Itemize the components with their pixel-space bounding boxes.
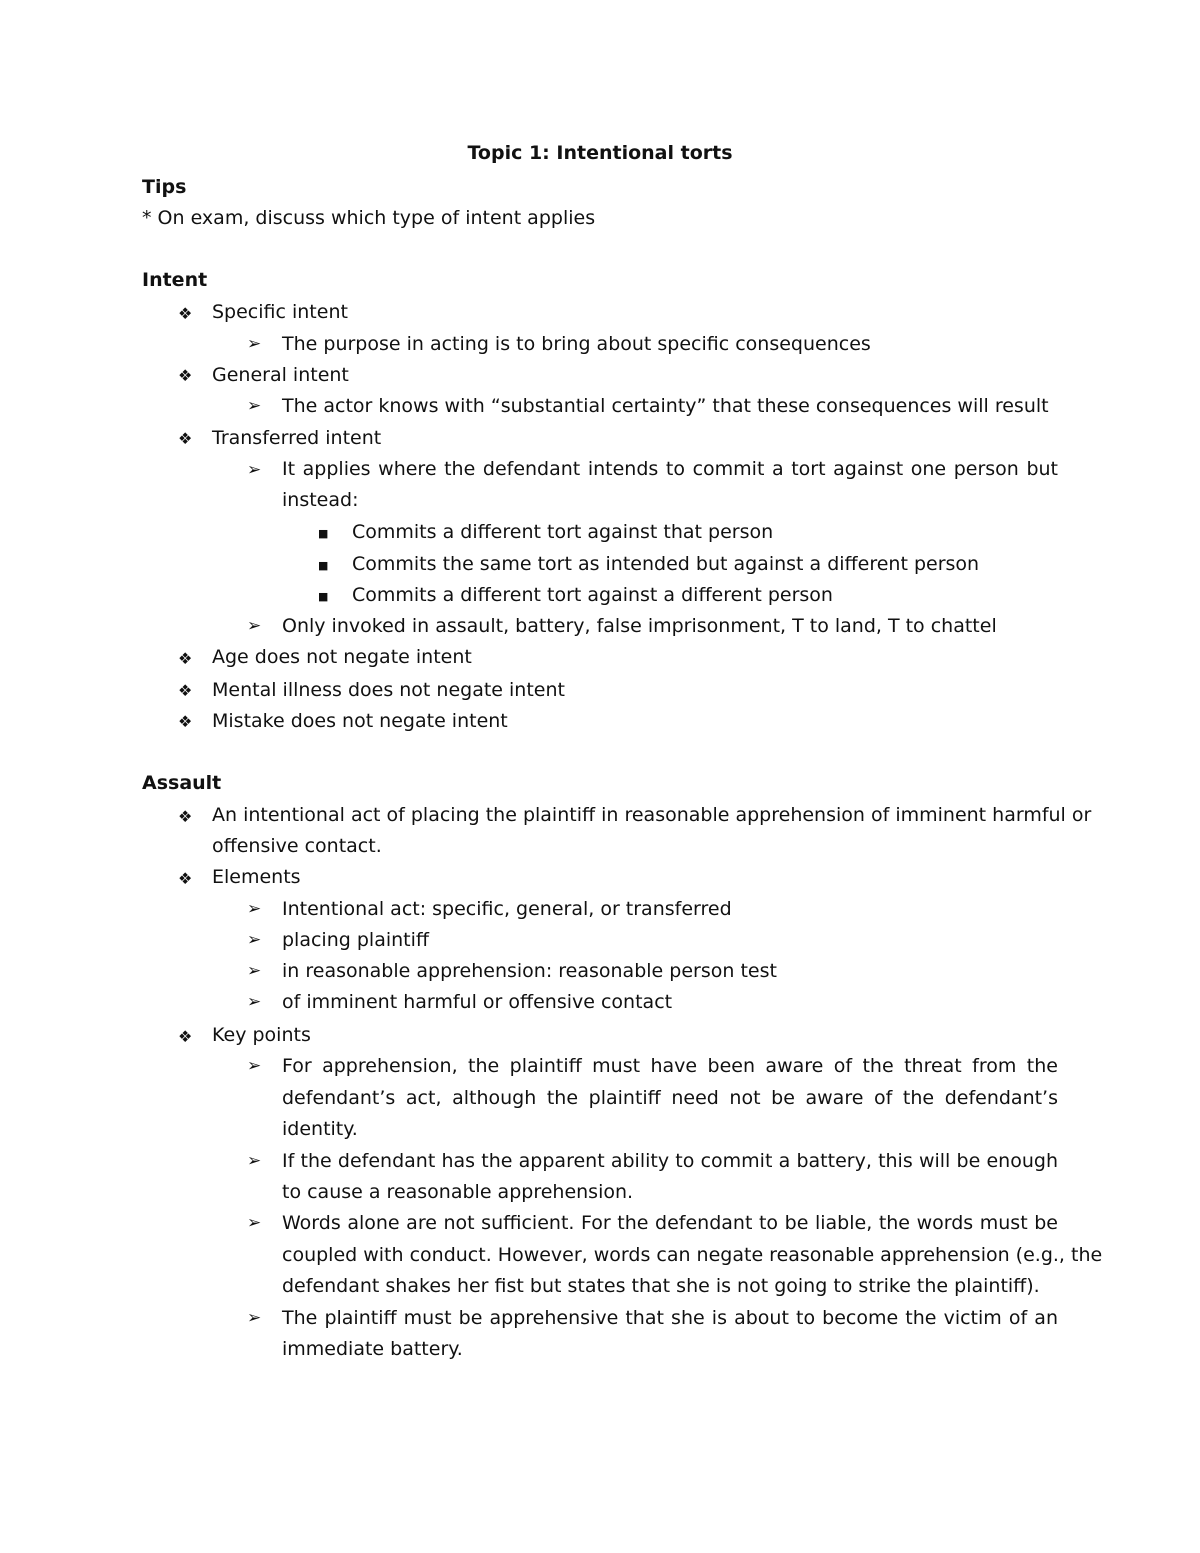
list-item: Specific intent bbox=[212, 301, 348, 323]
diamond-bullet-icon: ❖ bbox=[178, 712, 193, 731]
list-item: Mistake does not negate intent bbox=[212, 710, 508, 732]
arrow-bullet-icon: ➢ bbox=[247, 1056, 262, 1076]
list-item: Commits a different tort against a different person bbox=[352, 584, 833, 606]
arrow-bullet-icon: ➢ bbox=[247, 992, 262, 1012]
tips-heading: Tips bbox=[142, 176, 187, 198]
list-item: Intentional act: specific, general, or transferred bbox=[282, 898, 732, 920]
list-item: Elements bbox=[212, 866, 301, 888]
arrow-bullet-icon: ➢ bbox=[247, 460, 262, 480]
diamond-bullet-icon: ❖ bbox=[178, 869, 193, 888]
arrow-bullet-icon: ➢ bbox=[247, 1151, 262, 1171]
list-item: Transferred intent bbox=[212, 427, 382, 449]
square-bullet-icon: ■ bbox=[318, 559, 329, 572]
list-item: For apprehension, the plaintiff must have been aware of the threat from the bbox=[282, 1055, 1058, 1077]
arrow-bullet-icon: ➢ bbox=[247, 899, 262, 919]
arrow-bullet-icon: ➢ bbox=[247, 1308, 262, 1328]
list-item: in reasonable apprehension: reasonable person test bbox=[282, 960, 777, 982]
list-item: Commits the same tort as intended but against a different person bbox=[352, 553, 980, 575]
list-item-continuation: instead: bbox=[282, 489, 359, 511]
page-title: Topic 1: Intentional torts bbox=[467, 142, 733, 164]
diamond-bullet-icon: ❖ bbox=[178, 681, 193, 700]
list-item: The plaintiff must be apprehensive that she is about to become the victim of an bbox=[282, 1307, 1058, 1329]
arrow-bullet-icon: ➢ bbox=[247, 961, 262, 981]
list-item: Commits a different tort against that person bbox=[352, 521, 774, 543]
square-bullet-icon: ■ bbox=[318, 590, 329, 603]
list-item: Words alone are not sufficient. For the defendant to be liable, the words must be bbox=[282, 1212, 1058, 1234]
square-bullet-icon: ■ bbox=[318, 527, 329, 540]
list-item-continuation: offensive contact. bbox=[212, 835, 382, 857]
list-item: Only invoked in assault, battery, false imprisonment, T to land, T to chattel bbox=[282, 615, 997, 637]
arrow-bullet-icon: ➢ bbox=[247, 396, 262, 416]
diamond-bullet-icon: ❖ bbox=[178, 649, 193, 668]
arrow-bullet-icon: ➢ bbox=[247, 930, 262, 950]
list-item-continuation: defendant shakes her fist but states that she is not going to strike the plaintiff). bbox=[282, 1275, 1040, 1297]
arrow-bullet-icon: ➢ bbox=[247, 616, 262, 636]
list-item: If the defendant has the apparent ability to commit a battery, this will be enough bbox=[282, 1150, 1058, 1172]
list-item-continuation: coupled with conduct. However, words can negate reasonable apprehension (e.g., the bbox=[282, 1244, 1103, 1266]
list-item: of imminent harmful or offensive contact bbox=[282, 991, 673, 1013]
arrow-bullet-icon: ➢ bbox=[247, 334, 262, 354]
diamond-bullet-icon: ❖ bbox=[178, 429, 193, 448]
assault-heading: Assault bbox=[142, 772, 222, 794]
diamond-bullet-icon: ❖ bbox=[178, 366, 193, 385]
list-item: It applies where the defendant intends to commit a tort against one person but bbox=[282, 458, 1058, 480]
list-item: Age does not negate intent bbox=[212, 646, 472, 668]
intent-heading: Intent bbox=[142, 269, 208, 291]
arrow-bullet-icon: ➢ bbox=[247, 1213, 262, 1233]
tips-note: * On exam, discuss which type of intent applies bbox=[142, 207, 596, 229]
list-item: The actor knows with “substantial certainty” that these consequences will result bbox=[282, 395, 1049, 417]
list-item: General intent bbox=[212, 364, 349, 386]
list-item-continuation: immediate battery. bbox=[282, 1338, 463, 1360]
diamond-bullet-icon: ❖ bbox=[178, 807, 193, 826]
list-item: placing plaintiff bbox=[282, 929, 429, 951]
list-item: Key points bbox=[212, 1024, 311, 1046]
diamond-bullet-icon: ❖ bbox=[178, 304, 193, 323]
list-item: The purpose in acting is to bring about specific consequences bbox=[282, 333, 871, 355]
list-item-continuation: to cause a reasonable apprehension. bbox=[282, 1181, 634, 1203]
list-item: Mental illness does not negate intent bbox=[212, 679, 565, 701]
diamond-bullet-icon: ❖ bbox=[178, 1027, 193, 1046]
list-item-continuation: identity. bbox=[282, 1118, 358, 1140]
list-item: An intentional act of placing the plaintiff in reasonable apprehension of imminent harmful or bbox=[212, 804, 1092, 826]
list-item-continuation: defendant’s act, although the plaintiff need not be aware of the defendant’s bbox=[282, 1087, 1058, 1109]
